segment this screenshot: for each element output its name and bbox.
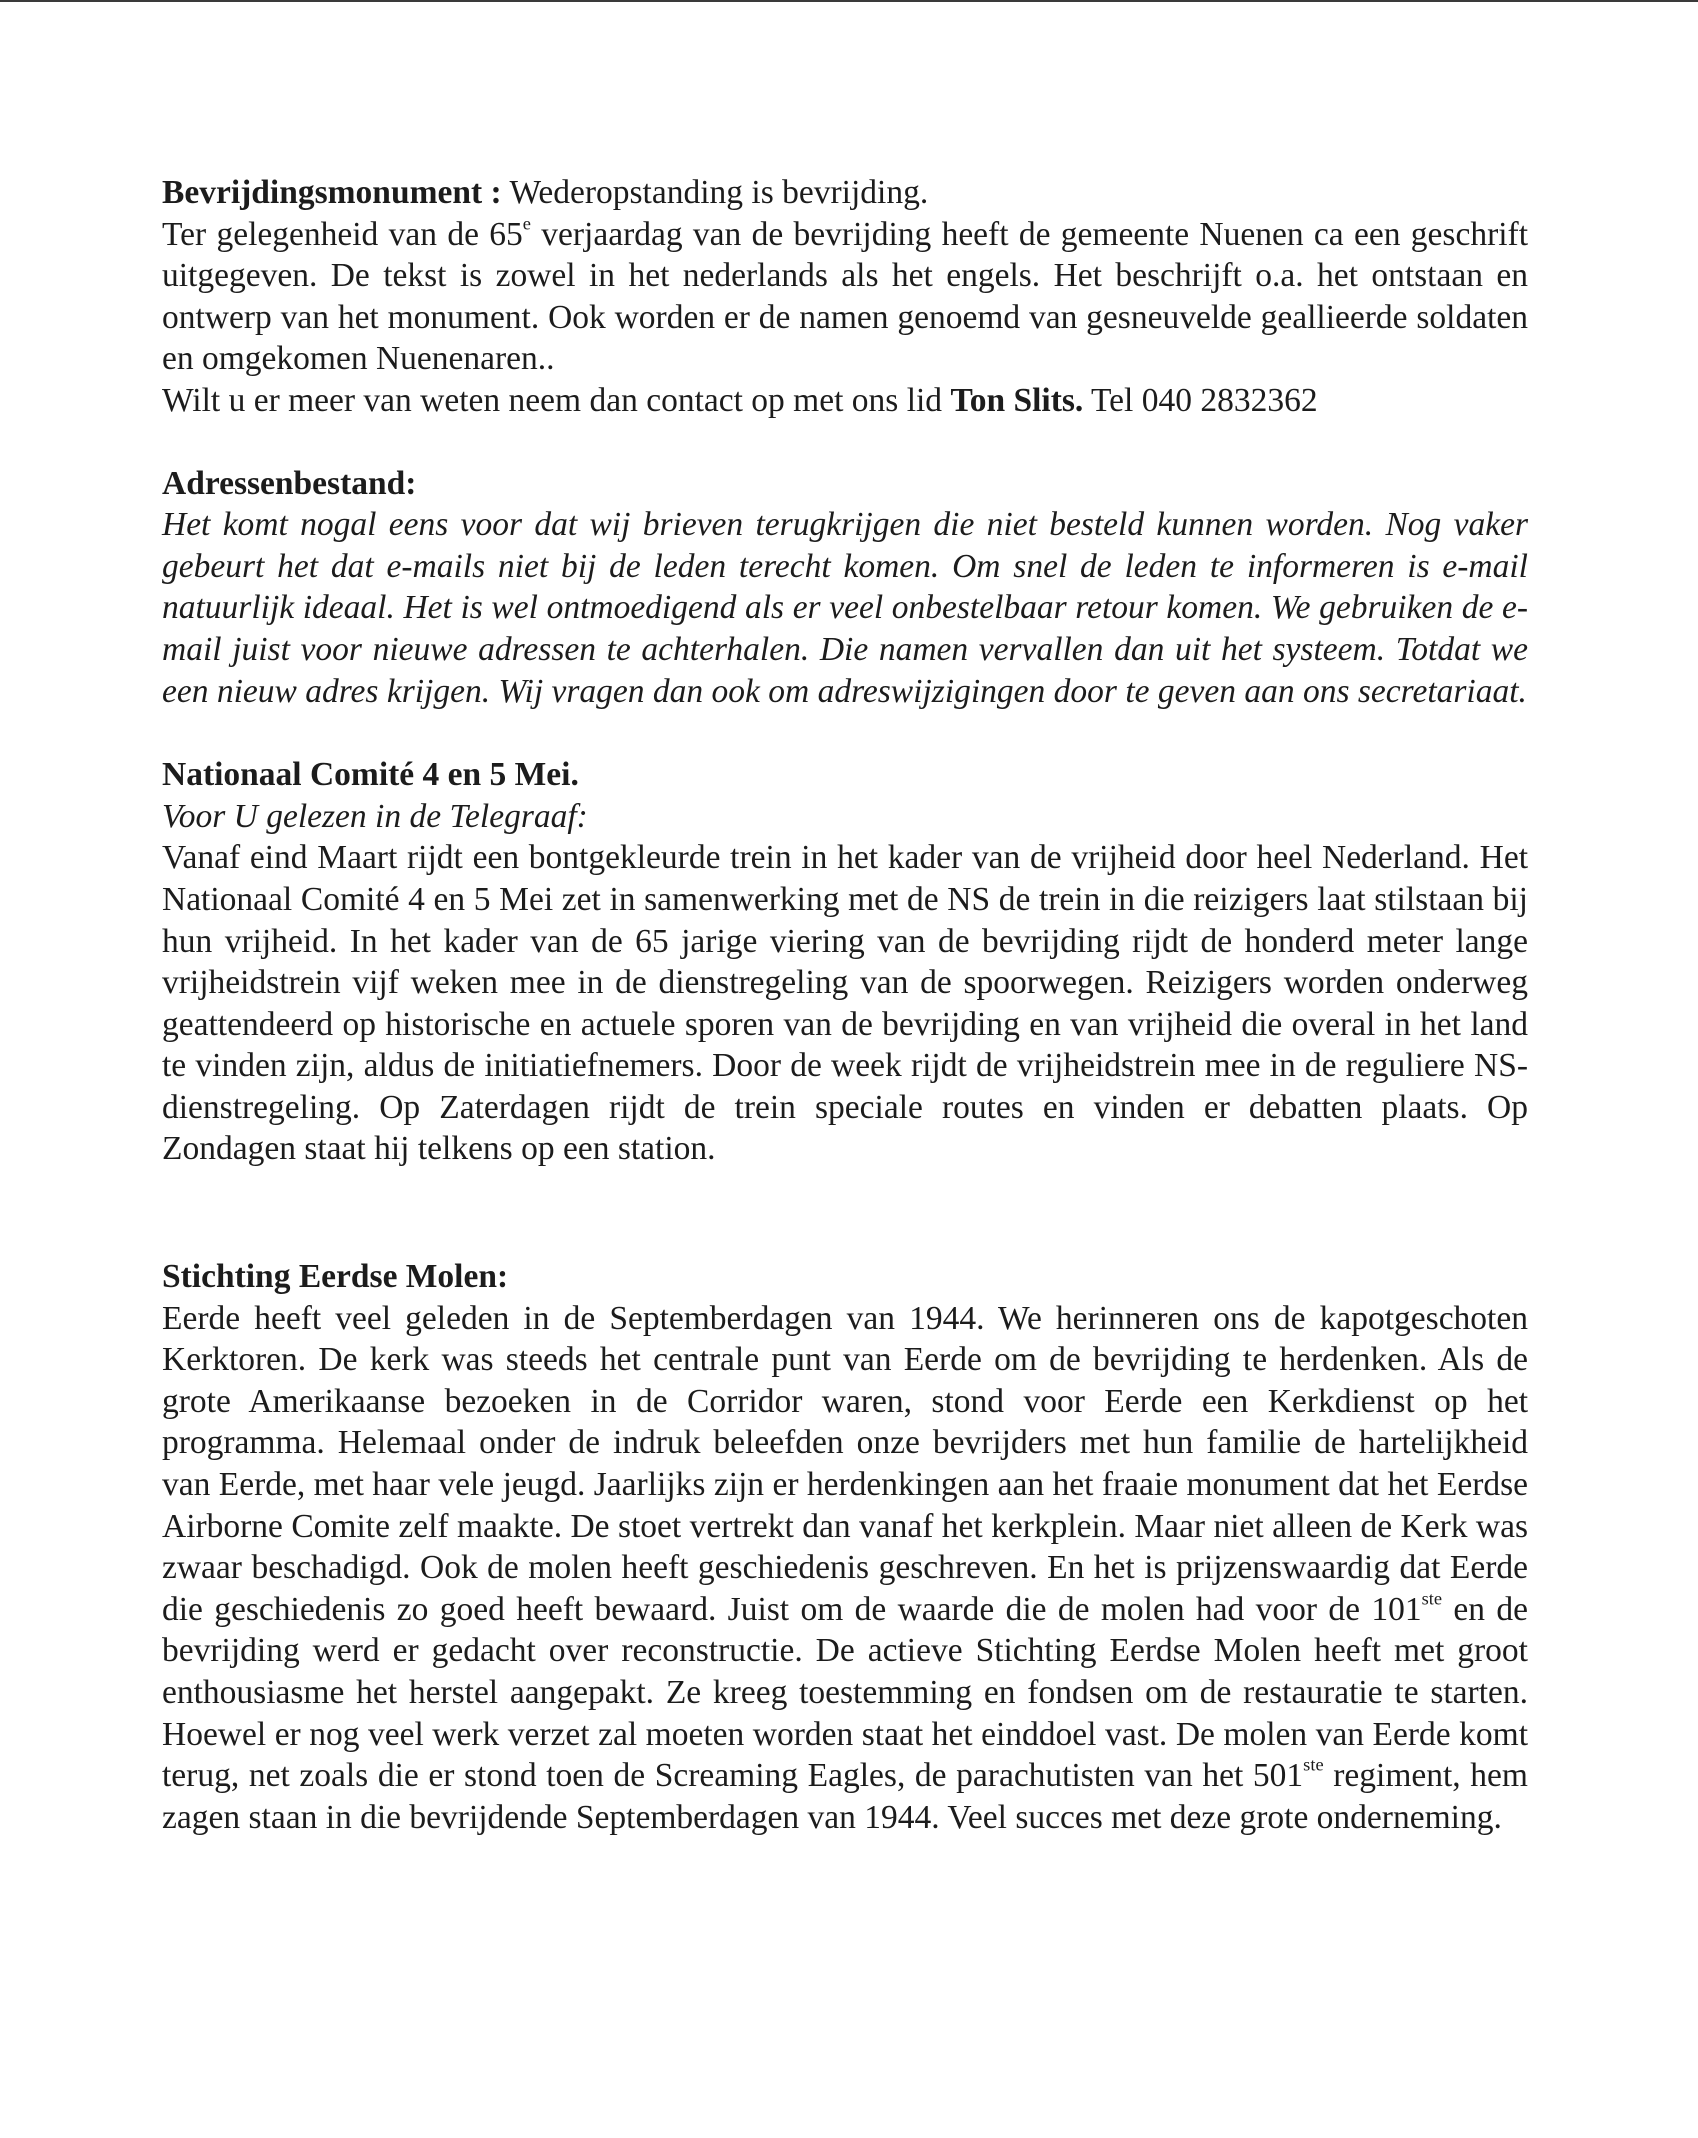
contact-phone: Tel 040 2832362	[1083, 381, 1318, 419]
section-heading-tail: Wederopstanding is bevrijding.	[501, 174, 929, 211]
section-heading: Stichting Eerdse Molen:	[162, 1258, 509, 1296]
contact-name: Ton Slits.	[950, 381, 1084, 419]
paragraph	[162, 214, 1528, 380]
section-subheading: Voor U gelezen in de Telegraaf:	[162, 797, 588, 835]
paragraph-text: Eerde heeft veel geleden in de Septemberdagen van 1944. We herinneren ons de kapotgeschoten Kerktoren. De kerk was steeds het centrale punt van Eerde om de bevrijding te herdenken. Als de grote Amerikaanse bezoeken in de Corridor waren, stond voor Eerde een Kerkdienst op het programma. Helemaal onder de indruk beleefden onze bevrijders met hun familie de hartelijkheid van Eerde, met haar vele jeugd. Jaarlijks zijn er herdenkingen aan het fraaie monument dat het Eerdse Airborne Comite zelf maakte. De stoet vertrekt dan vanaf het kerkplein. Maar niet alleen de Kerk was zwaar beschadigd. Ook de molen heeft geschiedenis geschreven. En het is prijzenswaardig dat Eerde die geschiedenis zo goed heeft bewaard. Juist om de waarde die de molen had voor de 101	[162, 1299, 1528, 1628]
section-heading-line	[162, 1256, 1528, 1298]
section-heading-line	[162, 172, 1528, 214]
section-heading: Bevrijdingsmonument :	[162, 174, 502, 211]
paragraph-text: Ter gelegenheid van de 65	[162, 215, 523, 253]
superscript: ste	[1303, 1754, 1324, 1775]
section-stichting-eerdse-molen	[162, 1256, 1528, 1838]
document-page	[162, 172, 1528, 1838]
paragraph-contact	[162, 380, 1528, 422]
section-nationaal-comite	[162, 754, 1528, 1170]
superscript: e	[522, 212, 531, 233]
section-heading-line	[162, 463, 1528, 505]
section-heading: Nationaal Comité 4 en 5 Mei.	[162, 756, 579, 794]
paragraph-text: Wilt u er meer van weten neem dan contact op met ons lid	[162, 381, 951, 419]
section-bevrijdingsmonument	[162, 172, 1528, 422]
section-heading: Adressenbestand:	[162, 464, 417, 502]
top-border-line	[0, 0, 1698, 2]
paragraph-text: regiment, hem zagen staan in die bevrijdende Septemberdagen van 1944. Veel succes met deze grote onderneming.	[162, 1757, 1528, 1836]
paragraph: Vanaf eind Maart rijdt een bontgekleurde trein in het kader van de vrijheid door heel Nederland. Het Nationaal Comité 4 en 5 Mei zet in samenwerking met de NS de trein in die reizigers laat stilstaan bij hun vrijheid. In het kader van de 65 jarige viering van de bevrijding rijdt de honderd meter lange vrijheidstrein vijf weken mee in de dienstregeling van de spoorwegen. Reizigers worden onderweg geattendeerd op historische en actuele sporen van de bevrijding en van vrijheid die overal in het land te vinden zijn, aldus de initiatiefnemers. Door de week rijdt de vrijheidstrein mee in de reguliere NS-dienstregeling. Op Zaterdagen rijdt de trein speciale routes en vinden er debatten plaats. Op Zondagen staat hij telkens op een station.	[162, 839, 1528, 1168]
paragraph-text: en de bevrijding werd er gedacht over reconstructie. De actieve Stichting Eerdse Molen heeft met groot enthousiasme het herstel aangepakt. Ze kreeg toestemming en fondsen om de restauratie te starten. Hoewel er nog veel werk verzet zal moeten worden staat het einddoel vast. De molen van Eerde komt terug, net zoals die er stond toen de Screaming Eagles, de parachutisten van het 501	[162, 1590, 1528, 1795]
section-adressenbestand	[162, 463, 1528, 713]
paragraph: Het komt nogal eens voor dat wij brieven terugkrijgen die niet besteld kunnen worden. Nog vaker gebeurt het dat e-mails niet bij de leden terecht komen. Om snel de leden te informeren is e-mail natuurlijk ideaal. Het is wel ontmoedigend als er veel onbestelbaar retour komen. We gebruiken de e-mail juist voor nieuwe adressen te achterhalen. Die namen vervallen dan uit het systeem. Totdat we een nieuw adres krijgen. Wij vragen dan ook om adreswijzigingen door te geven aan ons secretariaat.	[162, 506, 1528, 710]
section-heading-line	[162, 754, 1528, 796]
superscript: ste	[1421, 1588, 1443, 1609]
paragraph-text: verjaardag van de bevrijding heeft de gemeente Nuenen ca een geschrift uitgegeven. De tekst is zowel in het nederlands als het engels. Het beschrijft o.a. het ontstaan en ontwerp van het monument. Ook worden er de namen genoemd van gesneuvelde geallieerde soldaten en omgekomen Nuenenaren..	[162, 215, 1529, 378]
paragraph	[162, 1298, 1528, 1839]
